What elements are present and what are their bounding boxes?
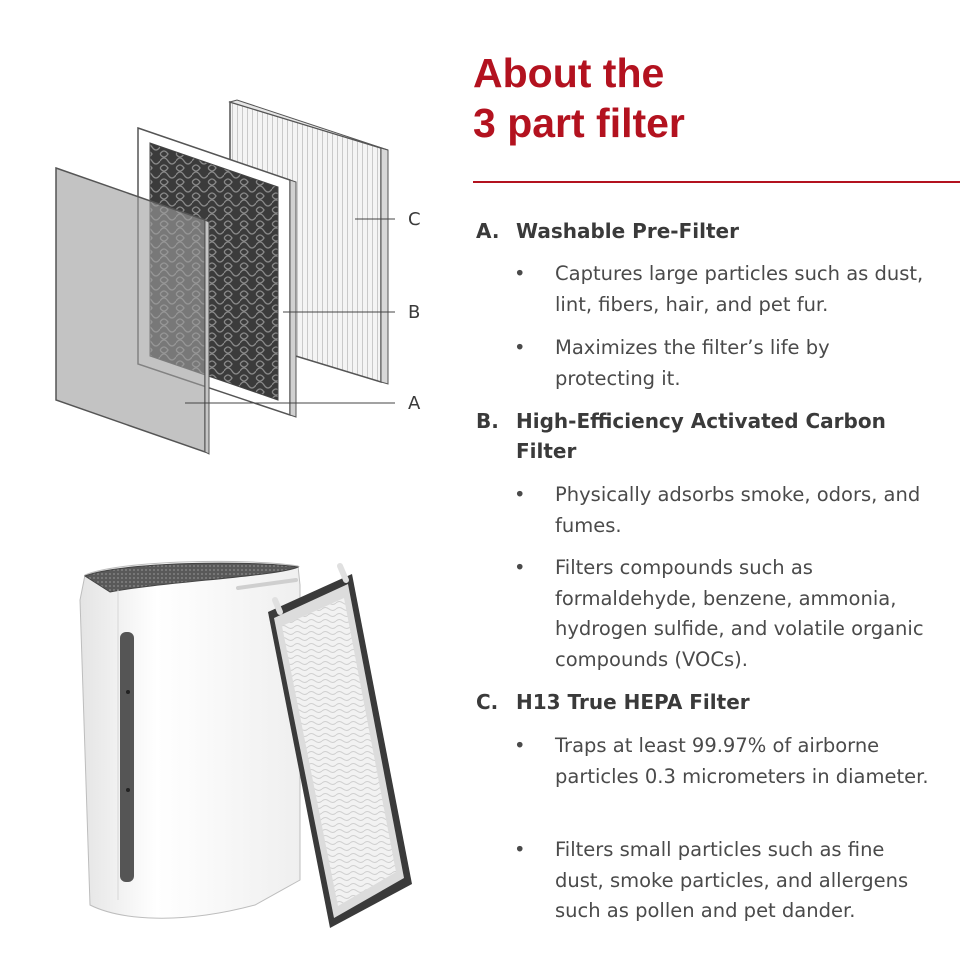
bullet-dot: •: [514, 838, 526, 861]
title-line-2: 3 part filter: [473, 100, 685, 146]
section-b-heading: [476, 406, 916, 466]
section-a-heading: [476, 216, 916, 246]
callout-label-a: A: [408, 393, 421, 414]
bullet-dot: •: [514, 483, 526, 506]
callout-label-c: C: [408, 209, 421, 230]
section-c-bullet-1: [514, 731, 934, 792]
bullet-text: Captures large particles such as dust, lint, fibers, hair, and pet fur.: [555, 262, 924, 316]
section-b-bullet-1: [514, 480, 934, 541]
bullet-dot: •: [514, 336, 526, 359]
section-c-name: H13 True HEPA Filter: [516, 690, 750, 714]
section-c-letter: C.: [476, 690, 499, 714]
page-title: [473, 48, 685, 148]
title-divider: [473, 181, 960, 183]
section-c-heading: [476, 687, 916, 717]
callout-label-b: B: [408, 302, 421, 323]
section-a-letter: A.: [476, 219, 500, 243]
bullet-text: Physically adsorbs smoke, odors, and fumes.: [555, 483, 921, 537]
bullet-dot: •: [514, 262, 526, 285]
bullet-text: Filters small particles such as fine dust, smoke particles, and allergens such as pollen and pet dander.: [555, 838, 909, 922]
section-b-name: High-Efficiency Activated Carbon Filter: [516, 409, 886, 463]
air-purifier-illustration: [0, 0, 470, 960]
bullet-text: Traps at least 99.97% of airborne particles 0.3 micrometers in diameter.: [555, 734, 929, 788]
bullet-dot: •: [514, 734, 526, 757]
section-a-name: Washable Pre-Filter: [516, 219, 739, 243]
title-line-1: About the: [473, 50, 665, 96]
section-b-letter: B.: [476, 409, 499, 433]
bullet-text: Maximizes the filter’s life by protecting it.: [555, 336, 830, 390]
section-b-bullet-2: [514, 553, 934, 675]
section-c-bullet-2: [514, 835, 934, 927]
bullet-text: Filters compounds such as formaldehyde, benzene, ammonia, hydrogen sulfide, and volatile organic compounds (VOCs).: [555, 556, 924, 671]
section-a-bullet-1: [514, 259, 934, 320]
purifier-body: [80, 561, 300, 918]
bullet-dot: •: [514, 556, 526, 579]
section-a-bullet-2: [514, 333, 934, 394]
